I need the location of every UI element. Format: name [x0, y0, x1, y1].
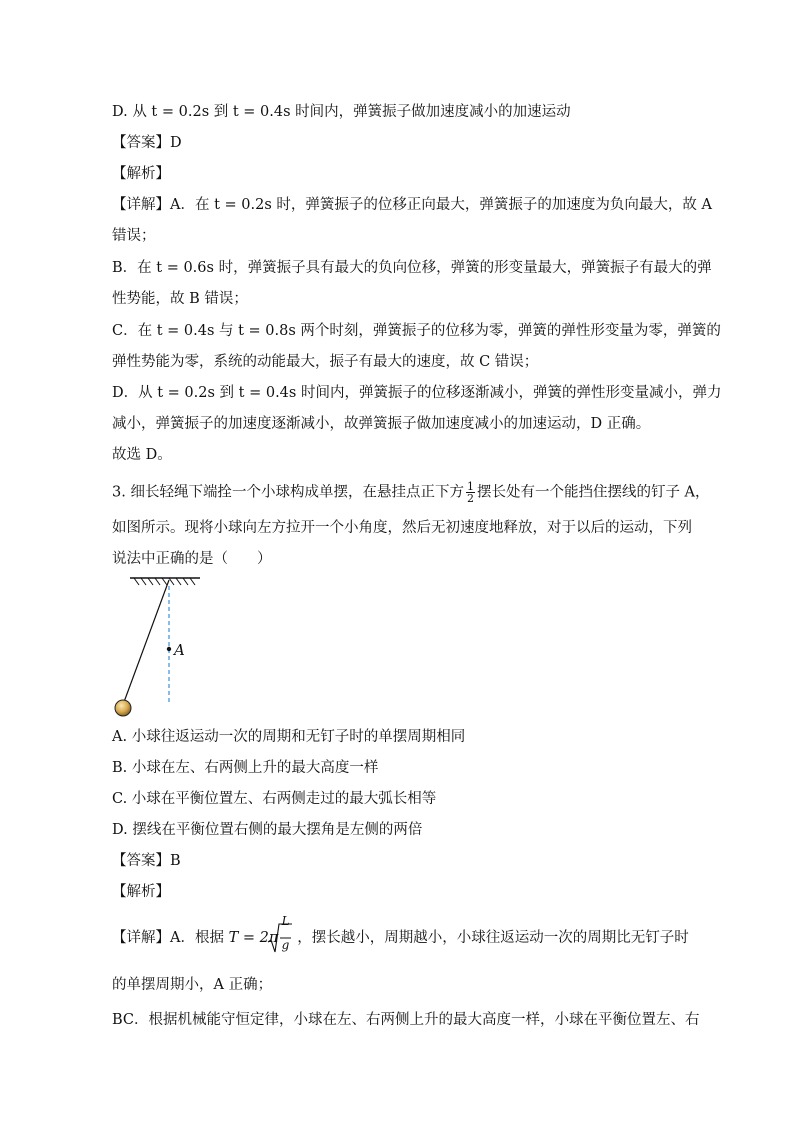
- analysis-label-2: 【解析】: [112, 884, 170, 900]
- detail-pre: 【详解】A．根据: [112, 930, 224, 946]
- text-line-5: 错误；: [112, 228, 156, 244]
- text-line-6: B．在 t = 0.6s 时，弹簧振子具有最大的负向位移，弹簧的形变量最大，弹簧振子有最大的弹: [112, 260, 712, 276]
- detail-line-formula: [112, 914, 689, 956]
- option-d: D. 摆线在平衡位置右侧的最大摆角是左侧的两倍: [112, 822, 423, 838]
- answer-label-1: 【答案】D: [112, 135, 182, 151]
- text-line-1: D. 从 t = 0.2s 到 t = 0.4s 时间内，弹簧振子做加速度减小的加速运动: [112, 104, 571, 120]
- formula-l: L: [281, 914, 290, 928]
- tail-line-2: BC．根据机械能守恒定律，小球在左、右两侧上升的最大高度一样，小球在平衡位置左、右: [112, 1012, 700, 1028]
- fraction-numerator: 1: [466, 480, 474, 493]
- question-3-line-3: 说法中正确的是（ ）: [112, 551, 272, 567]
- tail-line-1: 的单摆周期小，A 正确；: [112, 977, 273, 993]
- text-line-11: 减小，弹簧振子的加速度逐渐减小，故弹簧振子做加速度减小的加速运动，D 正确。: [112, 416, 651, 432]
- q3-pre: 3. 细长轻绳下端拴一个小球构成单摆，在悬挂点正下方: [112, 484, 464, 501]
- nail-point: [167, 647, 171, 651]
- pendulum-ball: [115, 700, 131, 716]
- pendulum-string: [124, 580, 169, 702]
- q3-post: 摆长处有一个能挡住摆线的钉子 A，: [476, 484, 710, 501]
- option-a: A. 小球往返运动一次的周期和无钉子时的单摆周期相同: [112, 729, 466, 745]
- text-line-8: C．在 t = 0.4s 与 t = 0.8s 两个时刻，弹簧振子的位移为零，弹簧的弹性形变量为零，弹簧的: [112, 323, 721, 339]
- text-line-4: 【详解】A．在 t = 0.2s 时，弹簧振子的位移正向最大，弹簧振子的加速度为负向最大，故 A: [112, 197, 712, 213]
- fraction-denominator: 2: [466, 492, 474, 505]
- text-line-7: 性势能，故 B 错误；: [112, 291, 248, 307]
- formula-g: g: [281, 938, 290, 952]
- text-line-10: D．从 t = 0.2s 到 t = 0.4s 时间内，弹簧振子的位移逐渐减小，弹簧的弹性形变量减小，弹力: [112, 385, 722, 401]
- text-line-12: 故选 D。: [112, 447, 172, 463]
- ceiling-hatching: [134, 578, 195, 585]
- question-3-line-1: [112, 481, 710, 504]
- analysis-label-1: 【解析】: [112, 166, 170, 182]
- formula-t-2pi: T = 2π: [228, 930, 279, 946]
- nail-label: A: [174, 641, 185, 659]
- pendulum-figure: [108, 574, 208, 722]
- detail-post: ，摆长越小，周期越小，小球往返运动一次的周期比无钉子时: [297, 930, 689, 946]
- period-formula: [228, 914, 293, 956]
- option-b: B. 小球在左、右两侧上升的最大高度一样: [112, 760, 379, 776]
- fraction-one-half: [466, 481, 475, 504]
- option-c: C. 小球在平衡位置左、右两侧走过的最大弧长相等: [112, 791, 437, 807]
- answer-label-2: 【答案】B: [112, 853, 181, 869]
- text-line-9: 弹性势能为零，系统的动能最大，振子有最大的速度，故 C 错误；: [112, 354, 539, 370]
- question-3-line-2: 如图所示。现将小球向左方拉开一个小角度，然后无初速度地释放，对于以后的运动，下列: [112, 520, 692, 536]
